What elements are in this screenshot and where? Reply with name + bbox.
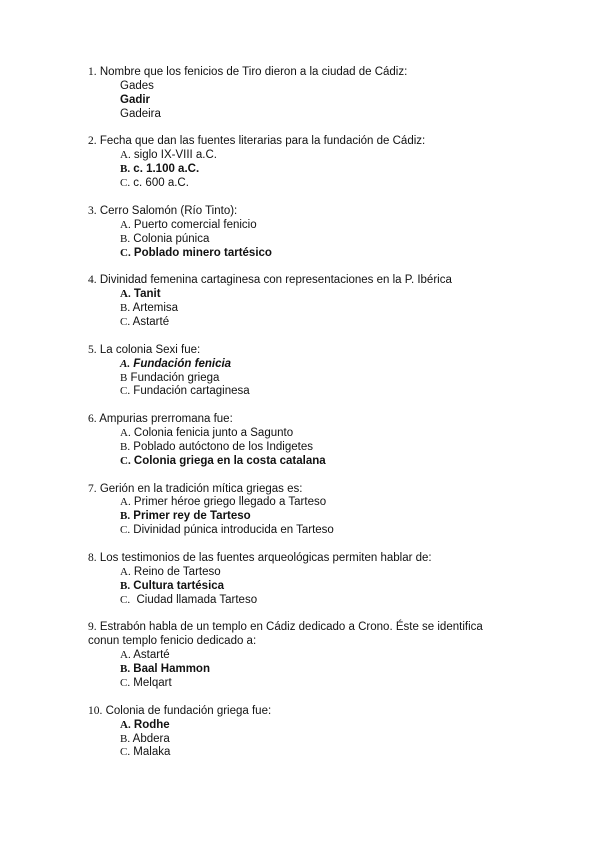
answer-options — [88, 427, 588, 469]
option-text: Fundación griega — [130, 371, 220, 384]
question-1 — [88, 66, 588, 122]
option-letter: C. — [120, 593, 131, 606]
option-text: Gadir — [120, 93, 151, 106]
correct-answer-option — [120, 663, 588, 677]
option-text: Artemisa — [132, 302, 179, 315]
option-letter: B. — [120, 440, 131, 453]
answer-option — [120, 427, 588, 441]
correct-answer-option — [120, 510, 588, 524]
correct-answer-option — [120, 455, 588, 469]
question-text: Ampurias prerromana fue: — [99, 413, 233, 426]
answer-option — [120, 733, 588, 747]
answer-option — [120, 108, 588, 122]
question-stem — [88, 205, 588, 219]
option-text: Colonia púnica — [133, 232, 210, 245]
option-letter: B — [120, 371, 128, 384]
option-text: Primer héroe griego llegado a Tarteso — [133, 496, 327, 509]
question-number: 1. — [88, 66, 97, 78]
question-stem — [88, 705, 588, 719]
answer-option — [120, 649, 588, 663]
correct-answer-option — [120, 288, 588, 302]
question-stem — [88, 274, 588, 288]
answer-option — [120, 566, 588, 580]
question-stem — [88, 344, 588, 358]
question-8 — [88, 552, 588, 608]
answer-option — [120, 441, 588, 455]
question-text: Fecha que dan las fuentes literarias para la fundación de Cádiz: — [99, 135, 426, 148]
option-letter: C. — [120, 524, 131, 537]
question-stem — [88, 621, 588, 649]
option-text: Primer rey de Tarteso — [133, 510, 251, 523]
option-letter: B. — [120, 510, 131, 523]
answer-options — [88, 219, 588, 261]
question-number: 7. — [88, 482, 97, 495]
answer-option — [120, 524, 588, 538]
option-text: siglo IX-VIII a.C. — [133, 149, 217, 162]
question-9 — [88, 621, 588, 691]
question-7 — [88, 483, 588, 539]
option-letter: A. — [120, 718, 131, 731]
option-letter: C. — [120, 746, 131, 759]
question-number: 5. — [88, 343, 97, 356]
option-letter: A. — [120, 496, 131, 509]
correct-answer-option — [120, 580, 588, 594]
option-text: Ciudad llamada Tarteso — [133, 593, 258, 606]
answer-option — [120, 149, 588, 163]
option-text: Melqart — [133, 677, 172, 689]
option-text: Gadeira — [120, 107, 161, 120]
option-letter: C. — [120, 315, 131, 328]
option-text: Fundación fenicia — [133, 357, 232, 370]
question-list — [88, 66, 588, 760]
answer-options — [88, 719, 588, 761]
document-page — [88, 66, 588, 774]
option-text: Poblado autóctono de los Indigetes — [133, 440, 313, 453]
option-text: Tanit — [133, 288, 161, 301]
answer-options — [88, 288, 588, 330]
question-text: La colonia Sexi fue: — [99, 343, 201, 356]
question-2 — [88, 135, 588, 191]
question-text: Estrabón habla de un templo en Cádiz dedicado a Crono. Éste se identifica conun templo fenicio dedicado a: — [88, 621, 483, 648]
answer-option — [120, 233, 588, 247]
question-3 — [88, 205, 588, 261]
option-letter: B. — [120, 163, 131, 176]
option-text: Reino de Tarteso — [133, 565, 221, 578]
option-text: Colonia fenicia junto a Sagunto — [133, 427, 294, 440]
option-letter: B. — [120, 732, 131, 745]
question-stem — [88, 66, 588, 80]
correct-answer-option — [120, 719, 588, 733]
option-text: Rodhe — [133, 718, 170, 731]
option-letter: C. — [120, 177, 131, 190]
question-number: 10. — [88, 704, 103, 717]
question-4 — [88, 274, 588, 330]
option-text: Fundación cartaginesa — [133, 385, 250, 398]
option-text: Divinidad púnica introducida en Tarteso — [133, 524, 334, 537]
option-letter: A. — [120, 357, 131, 370]
answer-options — [88, 358, 588, 400]
answer-option — [120, 677, 588, 691]
answer-option — [120, 316, 588, 330]
answer-option — [120, 372, 588, 386]
question-text: Cerro Salomón (Río Tinto): — [99, 204, 238, 217]
option-letter: A. — [120, 649, 131, 662]
answer-option — [120, 177, 588, 191]
question-stem — [88, 552, 588, 566]
option-letter: C. — [120, 454, 131, 467]
answer-option — [120, 385, 588, 399]
question-number: 4. — [88, 274, 97, 287]
option-letter: A. — [120, 149, 131, 162]
option-text: Gades — [120, 79, 154, 92]
question-number: 9. — [88, 621, 97, 634]
option-letter: B. — [120, 579, 131, 592]
question-6 — [88, 413, 588, 469]
option-text: Abdera — [132, 732, 170, 745]
question-text: Divinidad femenina cartaginesa con representaciones en la P. Ibérica — [99, 274, 452, 287]
question-number: 2. — [88, 135, 97, 148]
question-stem — [88, 135, 588, 149]
correct-answer-option — [120, 94, 588, 108]
question-stem — [88, 413, 588, 427]
option-letter: B. — [120, 302, 131, 315]
option-letter: A. — [120, 218, 131, 231]
option-text: Poblado minero tartésico — [133, 246, 272, 259]
question-number: 3. — [88, 204, 97, 217]
answer-option — [120, 80, 588, 94]
answer-options — [88, 649, 588, 691]
option-text: Puerto comercial fenicio — [133, 218, 257, 231]
correct-answer-option — [120, 358, 588, 372]
question-5 — [88, 344, 588, 400]
option-text: c. 600 a.C. — [133, 177, 189, 190]
question-number: 6. — [88, 413, 97, 426]
question-text: Gerión en la tradición mítica griegas es: — [99, 482, 303, 495]
question-text: Los testimonios de las fuentes arqueológicas permiten hablar de: — [99, 551, 432, 564]
correct-answer-option — [120, 163, 588, 177]
question-text: Nombre que los fenicios de Tiro dieron a la ciudad de Cádiz: — [99, 66, 408, 78]
answer-option — [120, 302, 588, 316]
option-letter: B. — [120, 663, 131, 676]
question-stem — [88, 483, 588, 497]
option-letter: A. — [120, 565, 131, 578]
question-10 — [88, 705, 588, 761]
option-text: Astarté — [132, 315, 170, 328]
option-letter: C. — [120, 385, 131, 398]
option-text: Astarté — [133, 649, 170, 662]
option-text: c. 1.100 a.C. — [133, 163, 200, 176]
answer-option — [120, 746, 588, 760]
option-text: Malaka — [133, 746, 171, 759]
answer-options — [88, 80, 588, 122]
option-letter: C. — [120, 246, 131, 259]
correct-answer-option — [120, 247, 588, 261]
answer-option — [120, 219, 588, 233]
option-text: Cultura tartésica — [133, 579, 225, 592]
question-number: 8. — [88, 551, 97, 564]
answer-options — [88, 496, 588, 538]
option-letter: C. — [120, 677, 131, 689]
option-letter: B. — [120, 232, 131, 245]
answer-options — [88, 149, 588, 191]
answer-option — [120, 496, 588, 510]
answer-option — [120, 594, 588, 608]
option-letter: A. — [120, 427, 131, 440]
option-letter: A. — [120, 288, 131, 301]
option-text: Colonia griega en la costa catalana — [133, 454, 326, 467]
option-text: Baal Hammon — [133, 663, 210, 676]
question-text: Colonia de fundación griega fue: — [105, 704, 272, 717]
answer-options — [88, 566, 588, 608]
